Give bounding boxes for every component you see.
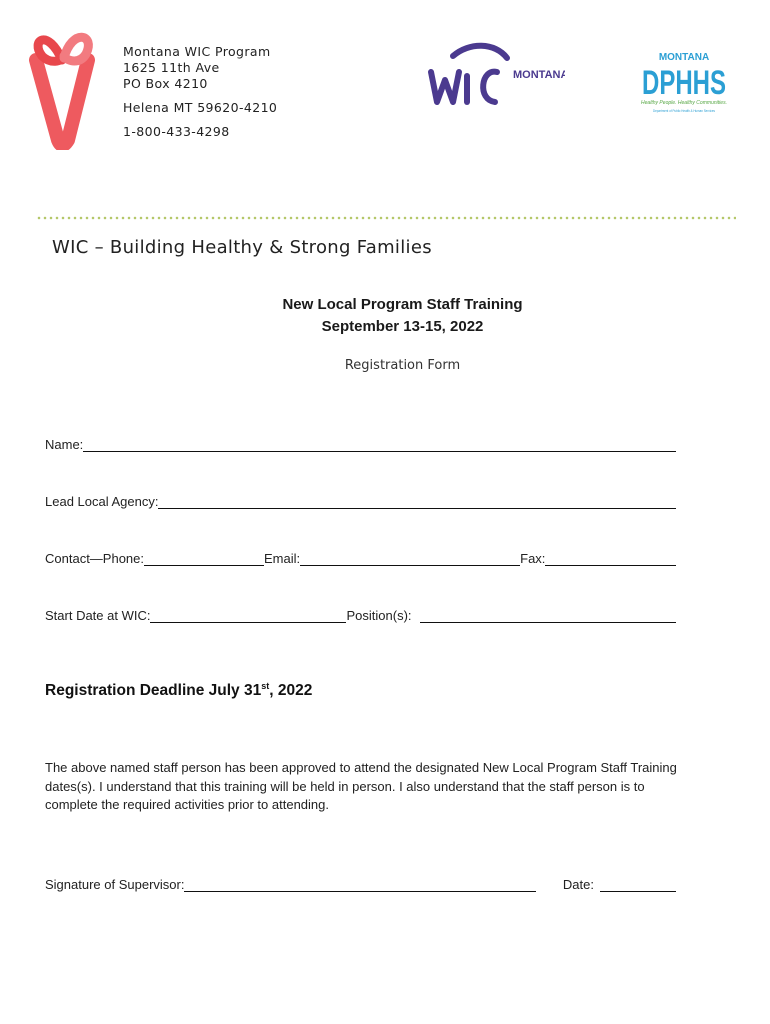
dphhs-logo bbox=[636, 48, 736, 118]
email-field[interactable] bbox=[300, 551, 520, 566]
deadline-prefix: Registration Deadline July 31 bbox=[45, 682, 262, 700]
position-field[interactable] bbox=[420, 608, 676, 623]
address-line-4: Helena MT 59620-4210 bbox=[123, 100, 278, 115]
position-label: Position(s): bbox=[346, 608, 412, 623]
dphhs-montana-text: MONTANA bbox=[658, 52, 710, 63]
wic-montana-logo bbox=[425, 42, 565, 108]
deadline-superscript: st bbox=[261, 681, 270, 691]
program-address bbox=[123, 44, 277, 140]
deadline-suffix: , 2022 bbox=[269, 682, 313, 700]
agency-label: Lead Local Agency: bbox=[45, 494, 159, 509]
phone-field[interactable] bbox=[144, 551, 264, 566]
address-line-1: Montana WIC Program bbox=[123, 44, 271, 59]
form-title: Registration Form bbox=[344, 358, 461, 373]
dphhs-main-text: DPHHS bbox=[642, 64, 726, 102]
date-field[interactable] bbox=[600, 877, 676, 892]
address-line-2: 1625 11th Ave bbox=[123, 60, 220, 75]
signature-row bbox=[45, 872, 676, 892]
dphhs-subtitle: Department of Public Health & Human Services bbox=[653, 109, 716, 113]
fax-field[interactable] bbox=[545, 551, 676, 566]
page-tagline: WIC – Building Healthy & Strong Families bbox=[52, 237, 432, 258]
agency-row bbox=[45, 489, 676, 509]
contact-row bbox=[45, 546, 676, 566]
phone-label: Contact—Phone: bbox=[45, 551, 145, 566]
start-date-label: Start Date at WIC: bbox=[45, 608, 151, 623]
dphhs-tagline: Healthy People. Healthy Communities. bbox=[641, 100, 727, 106]
date-label: Date: bbox=[562, 877, 594, 892]
signature-label: Signature of Supervisor: bbox=[45, 877, 185, 892]
training-dates: September 13-15, 2022 bbox=[321, 318, 484, 335]
approval-statement: The above named staff person has been approved to attend the designated New Local Program Staff Training dates(s). I understand that this training will be held in person. I also understand that the staff person is to complete the required activities prior to attending. bbox=[45, 760, 677, 812]
signature-field[interactable] bbox=[184, 877, 536, 892]
training-title: New Local Program Staff Training bbox=[282, 296, 523, 313]
name-field[interactable] bbox=[83, 437, 676, 452]
wic-montana-text: MONTANA bbox=[513, 69, 565, 81]
agency-field[interactable] bbox=[158, 494, 676, 509]
start-date-row bbox=[45, 603, 676, 623]
address-line-3: PO Box 4210 bbox=[123, 76, 208, 91]
registration-deadline bbox=[45, 681, 312, 700]
email-label: Email: bbox=[264, 551, 301, 566]
name-row bbox=[45, 432, 676, 452]
fax-label: Fax: bbox=[520, 551, 546, 566]
name-label: Name: bbox=[45, 437, 84, 452]
dotted-divider bbox=[36, 216, 736, 220]
wic-heart-logo bbox=[28, 22, 98, 150]
address-phone: 1-800-433-4298 bbox=[123, 124, 230, 139]
start-date-field[interactable] bbox=[150, 608, 346, 623]
